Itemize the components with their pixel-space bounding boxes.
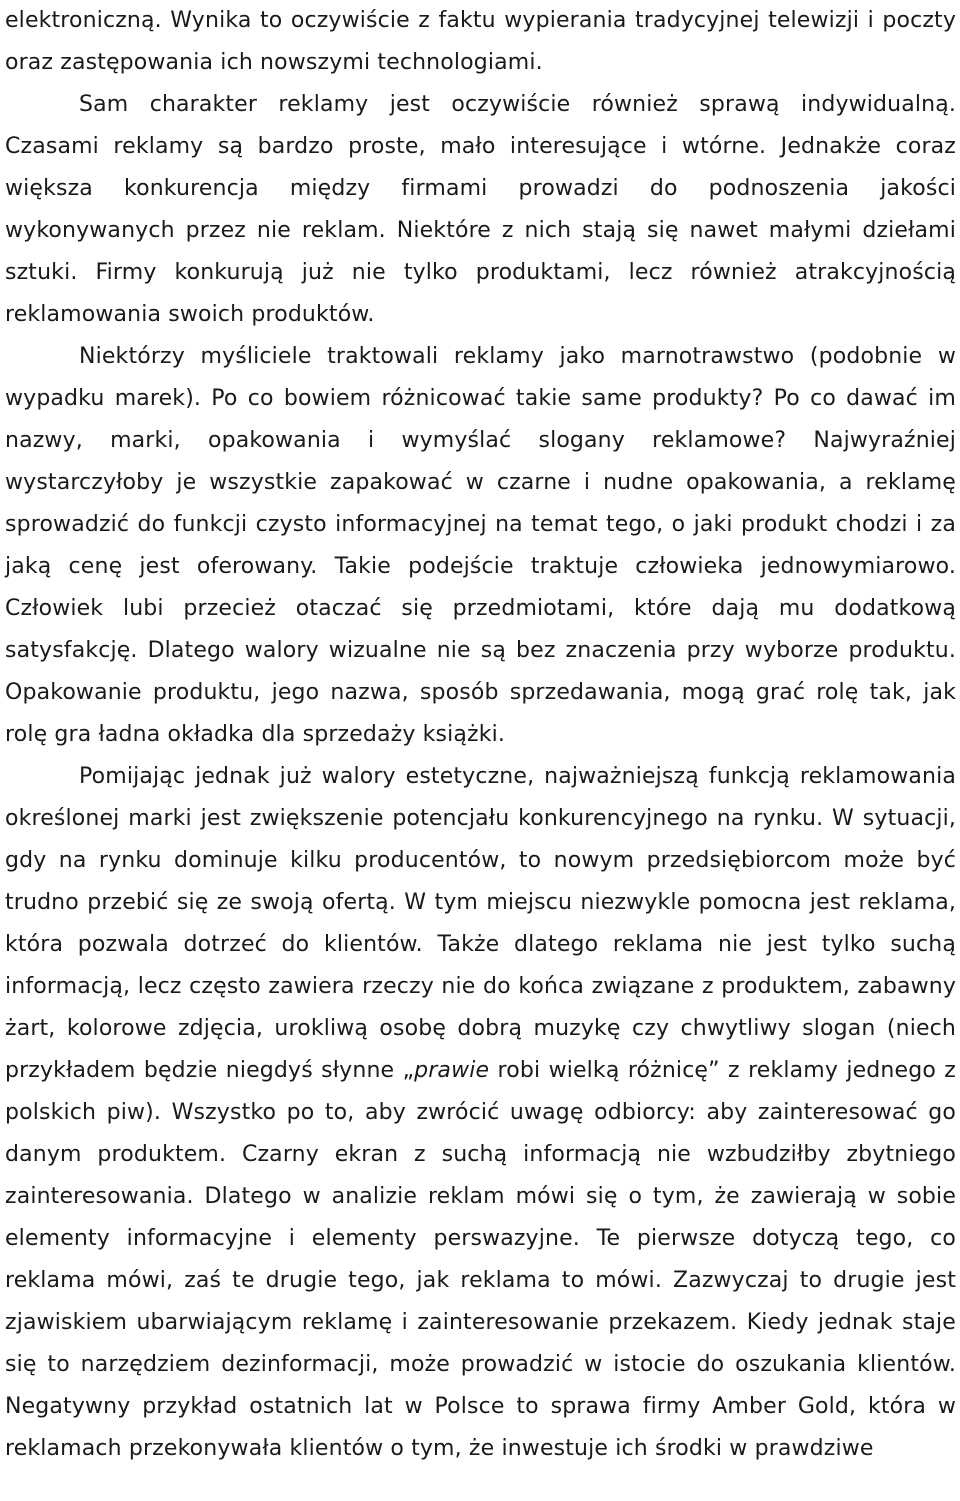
paragraph-1: elektroniczną. Wynika to oczywiście z faktu wypierania tradycyjnej telewizji i poczty oraz zastępowania ich nowszymi technologiami. (5, 8, 956, 75)
document-page (5, 0, 956, 1470)
paragraph-4-text-end: robi wielką różnicę” z reklamy jednego z polskich piw). Wszystko po to, aby zwrócić uwagę odbiorcy: aby zainteresować go danym produktem. Czarny ekran z suchą informacją nie wzbudziłby zbytniego zainteresowania. Dlatego w analizie reklam mówi się o tym, że zawierają w sobie elementy informacyjne i elementy perswazyjne. Te pierwsze dotyczą tego, co reklama mówi, zaś te drugie tego, jak reklama to mówi. Zazwyczaj to drugie jest zjawiskiem ubarwiającym reklamę i zainteresowanie przekazem. Kiedy jednak staje się to narzędziem dezinformacji, może prowadzić w istocie do oszukania klientów. Negatywny przykład ostatnich lat w Polsce to sprawa firmy Amber Gold, która w reklamach przekonywała klientów o tym, że inwestuje ich środki w prawdziwe (5, 1058, 956, 1461)
paragraph-4-text-start: Pomijając jednak już walory estetyczne, najważniejszą funkcją reklamowania określonej marki jest zwiększenie potencjału konkurencyjnego na rynku. W sytuacji, gdy na rynku dominuje kilku producentów, to nowym przedsiębiorcom może być trudno przebić się ze swoją ofertą. W tym miejscu niezwykle pomocna jest reklama, która pozwala dotrzeć do klientów. Także dlatego reklama nie jest tylko suchą informacją, lecz często zawiera rzeczy nie do końca związane z produktem, zabawny żart, kolorowe zdjęcia, urokliwą osobę dobrą muzykę czy chwytliwy slogan (niech przykładem będzie niegdyś słynne „ (5, 764, 956, 1083)
emphasized-word: prawie (414, 1058, 490, 1083)
paragraph-4 (5, 756, 956, 1470)
paragraph-2: Sam charakter reklamy jest oczywiście również sprawą indywidualną. Czasami reklamy są bardzo proste, mało interesujące i wtórne. Jednakże coraz większa konkurencja między firmami prowadzi do podnoszenia jakości wykonywanych przez nie reklam. Niektóre z nich stają się nawet małymi dziełami sztuki. Firmy konkurują już nie tylko produktami, lecz również atrakcyjnością reklamowania swoich produktów. (5, 92, 956, 327)
paragraph-3: Niektórzy myśliciele traktowali reklamy jako marnotrawstwo (podobnie w wypadku marek). Po co bowiem różnicować takie same produkty? Po co dawać im nazwy, marki, opakowania i wymyślać slogany reklamowe? Najwyraźniej wystarczyłoby je wszystkie zapakować w czarne i nudne opakowania, a reklamę sprowadzić do funkcji czysto informacyjnej na temat tego, o jaki produkt chodzi i za jaką cenę jest oferowany. Takie podejście traktuje człowieka jednowymiarowo. Człowiek lubi przecież otaczać się przedmiotami, które dają mu dodatkową satysfakcję. Dlatego walory wizualne nie są bez znaczenia przy wyborze produktu. Opakowanie produktu, jego nazwa, sposób sprzedawania, mogą grać rolę tak, jak rolę gra ładna okładka dla sprzedaży książki. (5, 344, 956, 747)
